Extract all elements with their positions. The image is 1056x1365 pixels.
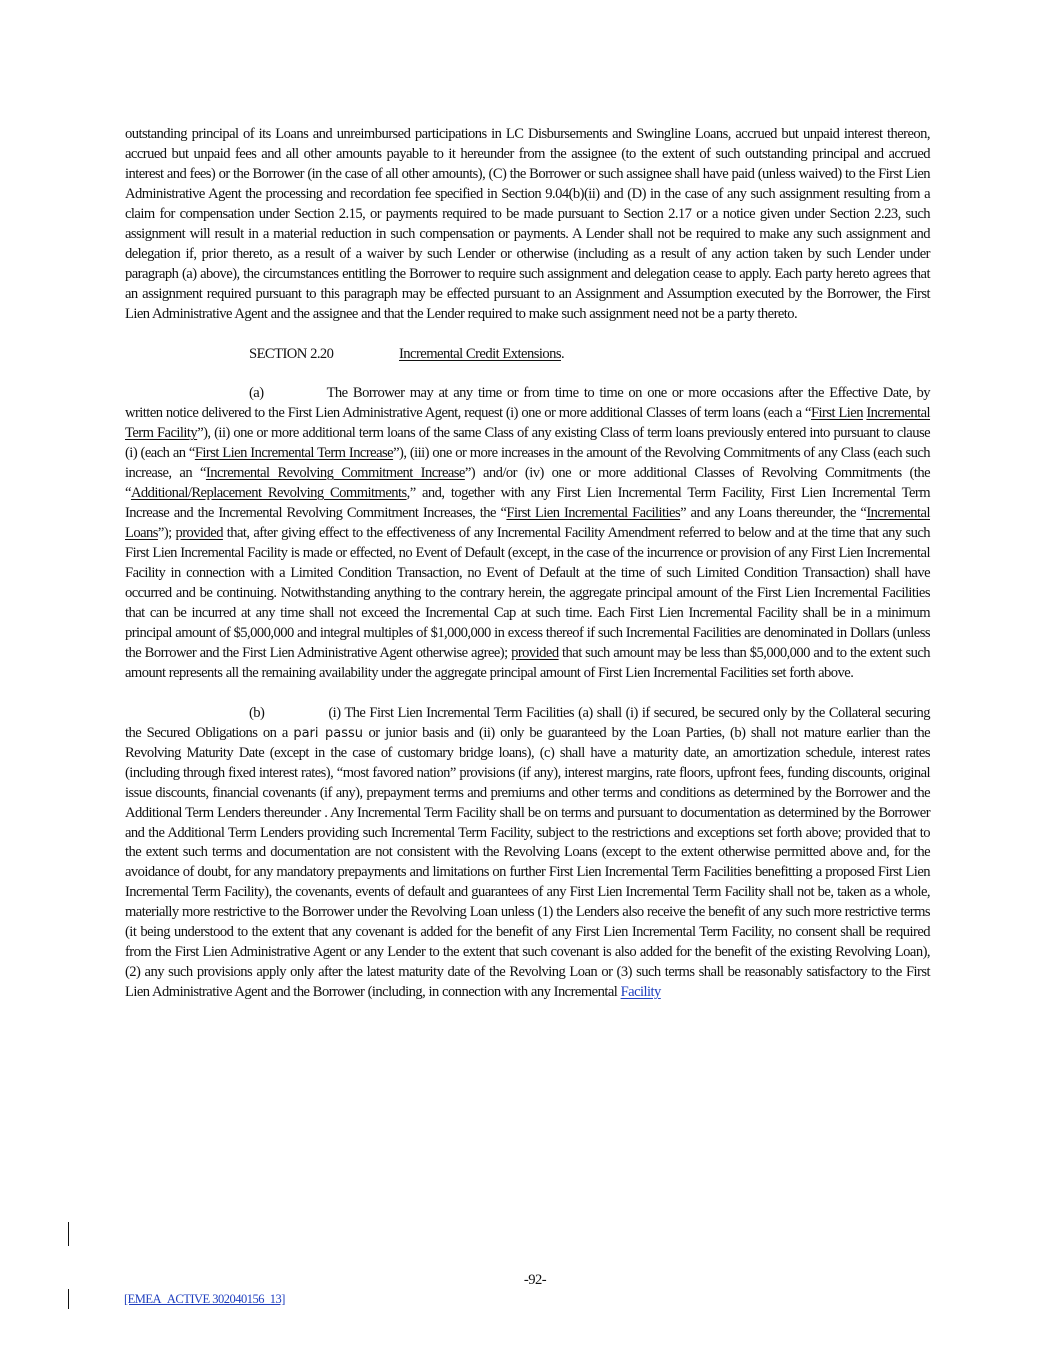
defined-term: Incremental Revolving Commitment Increase <box>205 465 465 482</box>
paragraph-b-label: (b) <box>249 704 265 721</box>
document-id-link[interactable]: [EMEA_ACTIVE 302040156_13] <box>124 1292 285 1306</box>
defined-term: First Lien Incremental Term Increase <box>194 445 394 462</box>
defined-term: First Lien Incremental Facilities <box>506 505 681 522</box>
paragraph-a: (a) The Borrower may at any time or from time to time on one or more occasions after the Effective Date, by written notice delivered to the First Lien Administrative Agent, request (i) one or more additional Classes of term loans (each a “First Lien Incremental Term Facility”), (ii) one or more additional term loans of the same Class of any existing Class of term loans previously entered into pursuant to clause (i) (each an “First Lien Incremental Term Increase”), (iii) one or more increases in the amount of the Revolving Commitments of any Class (each such increase, an “Incremental Revolving Commitment Increase”) and/or (iv) one or more additional Classes of Revolving Commitments (the “Additional/Replacement Revolving Commitments,” and, together with any First Lien Incremental Term Facility, First Lien Incremental Term Increase and the Incremental Revolving Commitment Increases, the “First Lien Incremental Facilities” and any Loans thereunder, the “Incremental Loans”); provided that, after giving effect to the effectiveness of any Incremental Facility Amendment referred to below and at the time that any such First Lien Incremental Facility is made or effected, no Event of Default (except, in the case of the incurrence or provision of any First Lien Incremental Facility in connection with a Limited Condition Transaction, no Event of Default at the time of such Limited Condition Transaction) shall have occurred and be continuing. Notwithstanding anything to the contrary herein, the aggregate principal amount of the First Lien Incremental Facilities that can be incurred at any time shall not exceed the Incremental Cap at such time. Each First Lien Incremental Facility shall be in a minimum principal amount of $5,000,000 and integral multiples of $1,000,000 in excess thereof if such Incremental Facilities are denominated in Dollars (unless the Borrower and the First Lien Administrative Agent otherwise agree); provided that such amount may be less than $5,000,000 and to the extent such amount represents all the remaining availability under the aggregate principal amount of First Lien Incremental Facilities set forth above. <box>125 385 931 681</box>
defined-term: Additional/Replacement Revolving Commitments <box>130 485 407 502</box>
latin-term: pari passu <box>293 725 364 741</box>
section-title: Incremental Credit Extensions <box>399 345 561 362</box>
defined-term: First Lien <box>810 405 863 422</box>
defined-term: Incremental Loans <box>125 505 930 542</box>
paragraph-continuation-text: outstanding principal of its Loans and unreimbursed participations in LC Disbursements and Swingline Loans, accrued but unpaid interest thereon, accrued but unpaid fees and all other amounts payable to it hereunder from the assignee (to the extent of such outstanding principal and accrued interest and fees) or the Borrower (in the case of all other amounts), (C) the Borrower or such assignee shall have paid (unless waived) to the First Lien Administrative Agent the processing and recordation fee specified in Section 9.04(b)(ii) and (D) in the case of any such assignment resulting from a claim for compensation under Section 2.15, or payments required to be made pursuant to Section 2.17 or a notice given under Section 2.23, such assignment will result in a material reduction in such compensation or payments. A Lender shall not be required to make any such assignment and delegation if, prior thereto, as a result of a waiver by such Lender or otherwise (including as a result of any action taken by such Lender under paragraph (a) above), the circumstances entitling the Borrower to require such assignment and delegation cease to apply. Each party hereto agrees that an assignment required pursuant to this paragraph may be effected pursuant to an Assignment and Assumption executed by the Borrower, the First Lien Administrative Agent and the assignee and that the Lender required to make such assignment need not be a party thereto. <box>125 126 930 322</box>
proviso-term: provided <box>511 644 559 661</box>
defined-term: Incremental Term Facility <box>125 405 931 442</box>
section-heading: SECTION 2.20 Incremental Credit Extensions. <box>125 345 930 365</box>
paragraph-a-label: (a) <box>249 385 264 402</box>
page-number: -92- <box>523 1272 547 1288</box>
paragraph-continuation <box>125 125 930 325</box>
change-bar <box>68 1289 69 1309</box>
body-text <box>125 125 930 1003</box>
section-number: SECTION 2.20 <box>249 345 334 362</box>
paragraph-b: (b) (i) The First Lien Incremental Term Facilities (a) shall (i) if secured, be secured only by the Collateral securing the Secured Obligations on a pari passu or junior basis and (ii) only be guaranteed by the Loan Parties, (b) shall not mature earlier than the Revolving Maturity Date (except in the case of customary bridge loans), (c) shall have a maturity date, an amortization schedule, interest rates (including through fixed interest rates), “most favored nation” provisions (if any), interest margins, rate floors, upfront fees, funding discounts, original issue discounts, financial covenants (if any), prepayment terms and premiums and other terms and conditions as determined by the Borrower and the Additional Term Lenders thereunder . Any Incremental Term Facility shall be on terms and pursuant to documentation as determined by the Borrower and the Additional Term Lenders providing such Incremental Term Facility, subject to the restrictions and exceptions set forth above; provided that to the extent such terms and documentation are not consistent with the Revolving Loans (except to the extent otherwise permitted above and, for the avoidance of doubt, for any mandatory prepayments and limitations on further First Lien Incremental Term Facilities benefitting a proposed First Lien Incremental Term Facility), the covenants, events of default and guarantees of any First Lien Incremental Term Facility shall not be, taken as a whole, materially more restrictive to the Borrower under the Revolving Loan unless (1) the Lenders also receive the benefit of any such more restrictive terms (it being understood to the extent that any covenant is added for the benefit of any First Lien Incremental Term Facility, no consent shall be required from the First Lien Administrative Agent or any Lender to the extent that such covenant is also added for the benefit of the existing Revolving Loan), (2) any such provisions apply only after the latest maturity date of the Revolving Loan or (3) such terms shall be reasonably satisfactory to the First Lien Administrative Agent and the Borrower (including, in connection with any Incremental Facility <box>125 704 930 1001</box>
change-bar <box>68 1222 69 1246</box>
facility-link[interactable]: Facility <box>620 984 661 1001</box>
proviso-term: provided <box>175 525 223 542</box>
